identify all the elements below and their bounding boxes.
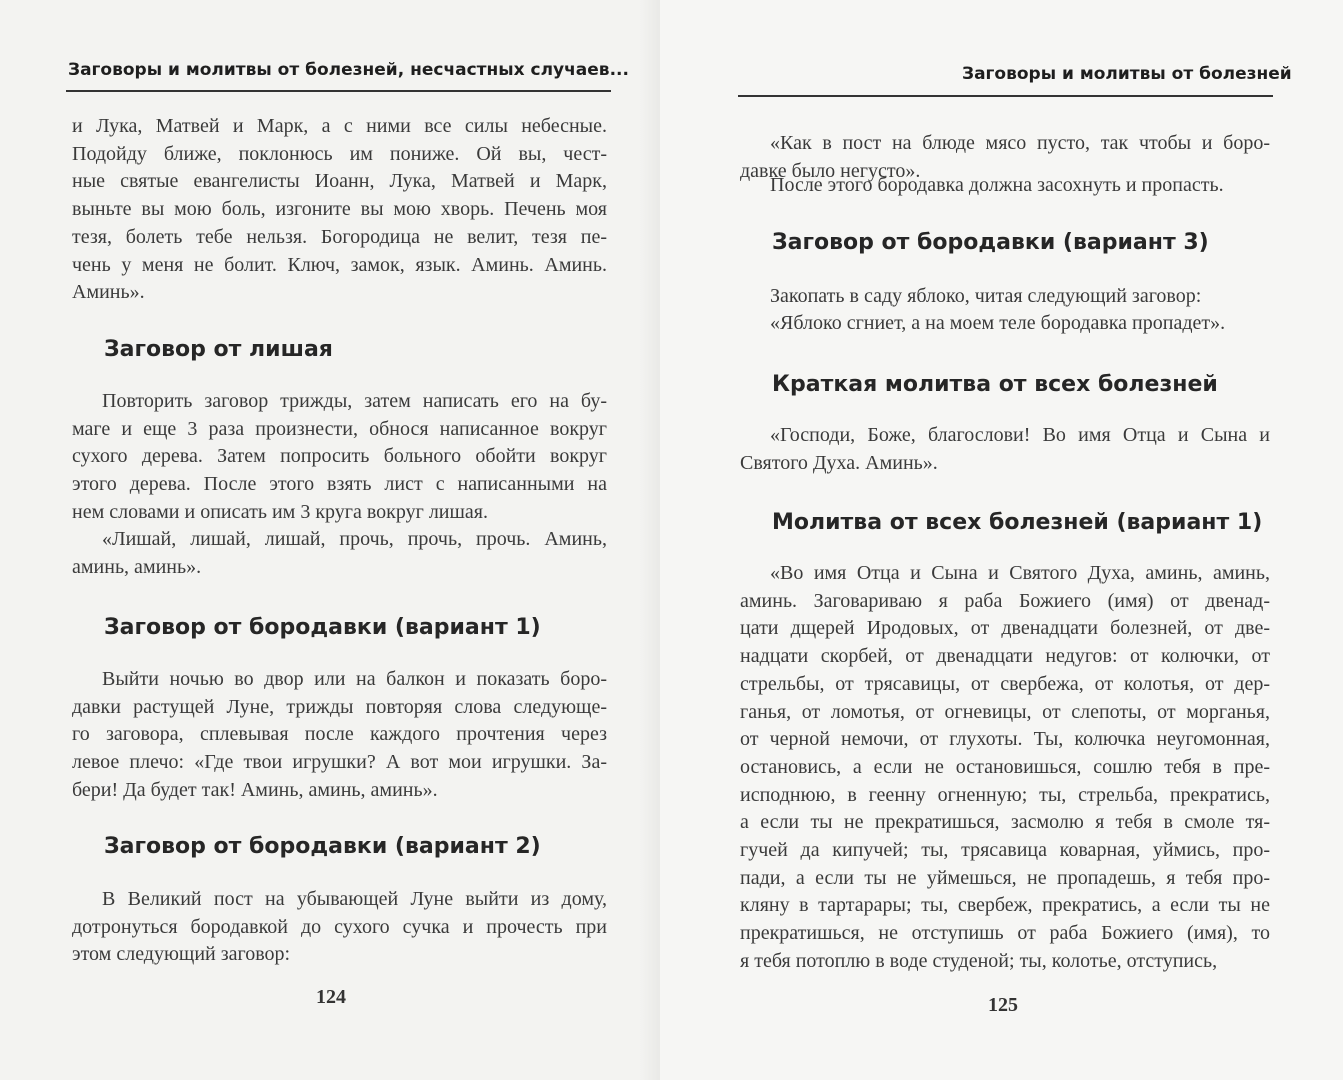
text-line: нем словами и описать им 3 круга вокруг лишая. xyxy=(72,500,488,523)
text-line: этом следующий заговор: xyxy=(72,943,291,966)
running-header: Заговоры и молитвы от болезней xyxy=(962,64,1292,84)
text-line: давки растущей Луне, трижды повторяя слова следующе- xyxy=(72,695,607,718)
text-line: В Великий пост на убывающей Луне выйти из дому, xyxy=(102,888,607,910)
text-line: выньте вы мою боль, изгоните вы мою хворь. Печень моя xyxy=(72,198,607,221)
text-line: надцати скорбей, от двенадцати недугов: от колючки, от xyxy=(740,645,1270,668)
running-header: Заговоры и молитвы от болезней, несчастных случаев... xyxy=(68,60,629,80)
text-line: «Господи, Боже, благослови! Во имя Отца и Сына и xyxy=(770,424,1270,446)
text-line: сухого дерева. Затем попросить больного обойти вокруг xyxy=(72,445,607,468)
header-rule xyxy=(66,90,611,92)
text-line: ганья, от ломотья, от огневицы, от слепоты, от морганья, xyxy=(740,700,1270,723)
text-line: ные святые евангелисты Иоанн, Лука, Матвей и Марк, xyxy=(72,170,607,193)
text-line: цати дщерей Иродовых, от двенадцати болезней, от две- xyxy=(740,617,1270,640)
section-heading: Молитва от всех болезней (вариант 1) xyxy=(772,510,1263,535)
text-line: и Лука, Матвей и Марк, а с ними все силы небесные. xyxy=(72,115,607,137)
section-heading: Заговор от бородавки (вариант 2) xyxy=(104,834,541,859)
section-heading: Краткая молитва от всех болезней xyxy=(772,372,1218,397)
text-line: исподнюю, в геенну огненную; ты, стрельба, прекратись, xyxy=(740,783,1270,806)
page-number: 125 xyxy=(988,994,1018,1016)
text-line: бери! Да будет так! Аминь, аминь, аминь». xyxy=(72,778,438,801)
text-line: Выйти ночью во двор или на балкон и показать боро- xyxy=(102,668,607,690)
text-line: кляну в тартарары; ты, свербеж, прекратись, а если ты не xyxy=(740,894,1270,917)
text-line: «Во имя Отца и Сына и Святого Духа, аминь, аминь, xyxy=(770,562,1270,584)
text-line: а если ты не прекратишься, засмолю я тебя в смоле тя- xyxy=(740,811,1270,834)
header-rule xyxy=(738,95,1273,97)
text-line: пади, а если ты не уймешься, не пропадешь, я тебя про- xyxy=(740,866,1270,889)
text-line: чень у меня не болит. Ключ, замок, язык. Аминь. Аминь. xyxy=(72,253,607,276)
text-line: «Как в пост на блюде мясо пусто, так чтобы и боро- xyxy=(770,132,1270,154)
text-line: я тебя потоплю в воде студеной; ты, колотье, отступись, xyxy=(740,949,1218,972)
section-heading: Заговор от лишая xyxy=(104,337,333,362)
text-line: этого дерева. После этого взять лист с написанными на xyxy=(72,473,607,496)
text-line: левое плечо: «Где твои игрушки? А вот мои игрушки. За- xyxy=(72,751,607,774)
text-line: Повторить заговор трижды, затем написать его на бу- xyxy=(102,390,607,412)
text-line: от черной немочи, от глухоты. Ты, колючка неугомонная, xyxy=(740,728,1270,751)
text-line: Закопать в саду яблоко, читая следующий заговор: xyxy=(770,285,1202,307)
right-page xyxy=(660,0,1343,1080)
text-line: аминь. Заговариваю я раба Божиего (имя) от двенад- xyxy=(740,589,1270,612)
section-heading: Заговор от бородавки (вариант 1) xyxy=(104,615,541,640)
text-line: аминь, аминь». xyxy=(72,555,202,578)
text-line: остановись, а если не остановишься, сошлю тебя в пре- xyxy=(740,755,1270,778)
text-line: го заговора, сплевывая после каждого прочтения через xyxy=(72,723,607,746)
text-line: маге и еще 3 раза произнести, обнося написанное вокруг xyxy=(72,417,607,440)
text-line: давке было негусто». xyxy=(740,159,921,182)
text-line: дотронуться бородавкой до сухого сучка и прочесть при xyxy=(72,915,607,938)
text-line: прекратишься, не отступишь от раба Божиего (имя), то xyxy=(740,922,1270,945)
text-line: тезя, болеть тебе нельзя. Богородица не велит, тезя пе- xyxy=(72,225,607,248)
text-line: После этого бородавка должна засохнуть и пропасть. xyxy=(770,174,1224,196)
text-line: гучей да кипучей; ты, трясавица коварная, уймись, про- xyxy=(740,839,1270,861)
page-number: 124 xyxy=(316,986,346,1008)
text-line: «Яблоко сгниет, а на моем теле бородавка пропадет». xyxy=(770,312,1226,334)
text-line: Подойду ближе, поклонюсь им пониже. Ой вы, чест- xyxy=(72,142,607,165)
left-page xyxy=(0,0,660,1080)
text-line: Аминь». xyxy=(72,281,145,304)
text-line: «Лишай, лишай, лишай, прочь, прочь, прочь. Аминь, xyxy=(102,528,607,550)
section-heading: Заговор от бородавки (вариант 3) xyxy=(772,230,1209,255)
text-line: Святого Духа. Аминь». xyxy=(740,451,938,474)
text-line: стрельбы, от трясавицы, от свербежа, от колотья, от дер- xyxy=(740,672,1270,695)
